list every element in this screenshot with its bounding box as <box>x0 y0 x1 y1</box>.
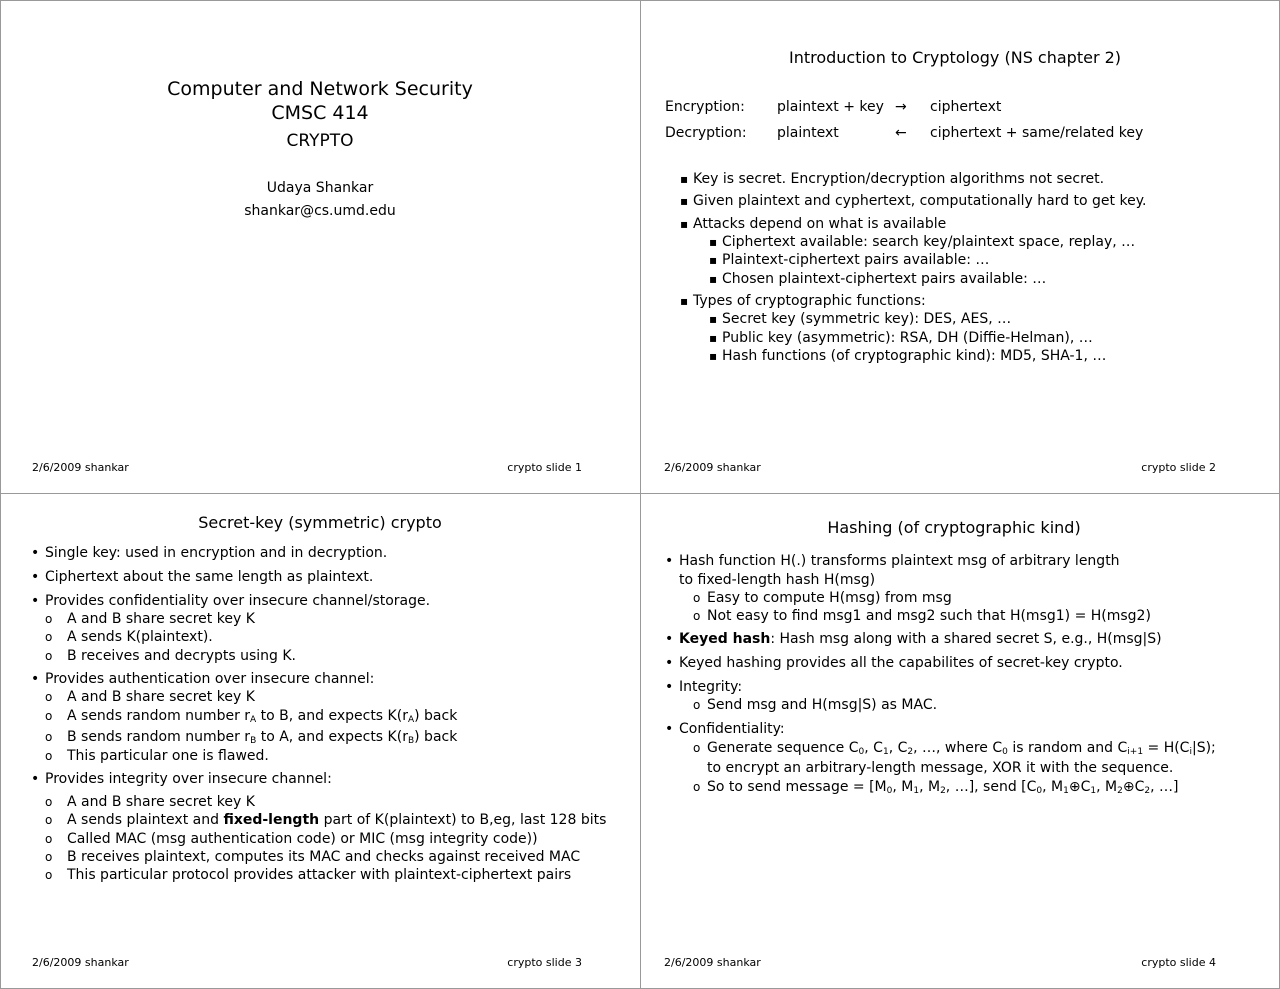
list-item: o A sends K(plaintext). <box>67 629 213 645</box>
decryption-input: plaintext <box>777 125 839 141</box>
list-item-continued: to fixed-length hash H(msg) <box>679 572 876 588</box>
course-title: Computer and Network Security <box>167 78 473 100</box>
slide-date: 2/6/2009 shankar <box>32 956 129 969</box>
right-arrow-icon: → <box>895 99 907 115</box>
list-item: o B receives plaintext, computes its MAC and checks against received MAC <box>67 849 580 865</box>
list-item: ▪ Plaintext-ciphertext pairs available: … <box>722 252 989 268</box>
list-item: ▪ Chosen plaintext-ciphertext pairs available: … <box>722 271 1046 287</box>
slide-date: 2/6/2009 shankar <box>664 956 761 969</box>
list-item: o Generate sequence $C_0$, $C_1$, $C_2$, …, where $C_0$ is random and $C_{i+1} = H(C_i|S)$; <box>707 740 1216 757</box>
encryption-output: ciphertext <box>930 99 1002 115</box>
slide-number: crypto slide 2 <box>1141 461 1216 474</box>
slide-2 <box>640 0 1280 494</box>
list-item: o Send msg and H(msg|S) as MAC. <box>707 697 937 713</box>
list-item-continued: to encrypt an arbitrary-length message, XOR it with the sequence. <box>707 760 1174 776</box>
course-code: CMSC 414 <box>271 102 369 124</box>
list-item: o B receives and decrypts using K. <box>67 648 296 664</box>
list-item: ▪ Key is secret. Encryption/decryption algorithms not secret. <box>693 171 1104 187</box>
list-item: ▪ Types of cryptographic functions: <box>693 293 926 309</box>
slide-title: Hashing (of cryptographic kind) <box>827 518 1081 537</box>
slide-date: 2/6/2009 shankar <box>32 461 129 474</box>
list-item: o B sends random number $r_B$ to A, and expects $K(r_B)$ back <box>67 729 457 746</box>
list-item: o This particular protocol provides attacker with plaintext-ciphertext pairs <box>67 867 571 883</box>
slide-1 <box>0 0 640 494</box>
list-item: • Hash function H(.) transforms plaintext msg of arbitrary length <box>679 553 1120 569</box>
list-item: • Single key: used in encryption and in decryption. <box>45 545 387 561</box>
list-item: o A and B share secret key K <box>67 689 255 705</box>
list-item: • Integrity: <box>679 679 742 695</box>
list-item: ▪ Attacks depend on what is available <box>693 216 946 232</box>
list-item: o A and B share secret key K <box>67 611 255 627</box>
list-item: ▪ Given plaintext and cyphertext, computationally hard to get key. <box>693 193 1146 209</box>
left-arrow-icon: ← <box>895 125 907 141</box>
list-item: • Provides authentication over insecure channel: <box>45 671 374 687</box>
slide-number: crypto slide 4 <box>1141 956 1216 969</box>
list-item: • Provides confidentiality over insecure channel/storage. <box>45 593 430 609</box>
list-item: ▪ Secret key (symmetric key): DES, AES, … <box>722 311 1011 327</box>
decryption-label: Decryption: <box>665 125 747 141</box>
author-name: Udaya Shankar <box>266 180 374 196</box>
slide-title: Introduction to Cryptology (NS chapter 2) <box>788 48 1122 67</box>
list-item: • Provides integrity over insecure channel: <box>45 771 332 787</box>
list-item: ▪ Ciphertext available: search key/plaintext space, replay, … <box>722 234 1135 250</box>
slide-date: 2/6/2009 shankar <box>664 461 761 474</box>
list-item: o So to send message = [$M_0$, $M_1$, $M_2$, …], send [$C_0$, $M_1\oplus C_1$, $M_2\oplus C_2$, …] <box>707 779 1178 796</box>
list-item: o Easy to compute H(msg) from msg <box>707 590 952 606</box>
list-item: o Not easy to find msg1 and msg2 such that H(msg1) = H(msg2) <box>707 608 1151 624</box>
list-item: o Called MAC (msg authentication code) or MIC (msg integrity code)) <box>67 831 538 847</box>
slide-4 <box>640 494 1280 989</box>
list-item: o A sends plaintext and fixed-length part of K(plaintext) to B,eg, last 128 bits <box>67 812 606 828</box>
topic-title: CRYPTO <box>286 131 354 151</box>
slide-title: Secret-key (symmetric) crypto <box>198 513 442 532</box>
list-item: o A and B share secret key K <box>67 794 255 810</box>
slide-number: crypto slide 1 <box>507 461 582 474</box>
encryption-label: Encryption: <box>665 99 745 115</box>
author-email: shankar@cs.umd.edu <box>244 203 396 219</box>
list-item: o This particular one is flawed. <box>67 748 269 764</box>
list-item: • Ciphertext about the same length as plaintext. <box>45 569 373 585</box>
list-item: ▪ Hash functions (of cryptographic kind): MD5, SHA-1, … <box>722 348 1106 364</box>
list-item: o A sends random number $r_A$ to B, and expects $K(r_A)$ back <box>67 708 457 725</box>
slide-number: crypto slide 3 <box>507 956 582 969</box>
encryption-input: plaintext + key <box>777 99 884 115</box>
list-item: • Confidentiality: <box>679 721 785 737</box>
list-item: ▪ Public key (asymmetric): RSA, DH (Diffie-Helman), … <box>722 330 1093 346</box>
list-item: • Keyed hash: Hash msg along with a shared secret S, e.g., H(msg|S) <box>679 631 1162 647</box>
slide-3 <box>0 494 640 989</box>
list-item: • Keyed hashing provides all the capabilites of secret-key crypto. <box>679 655 1123 671</box>
decryption-output: ciphertext + same/related key <box>930 125 1144 141</box>
